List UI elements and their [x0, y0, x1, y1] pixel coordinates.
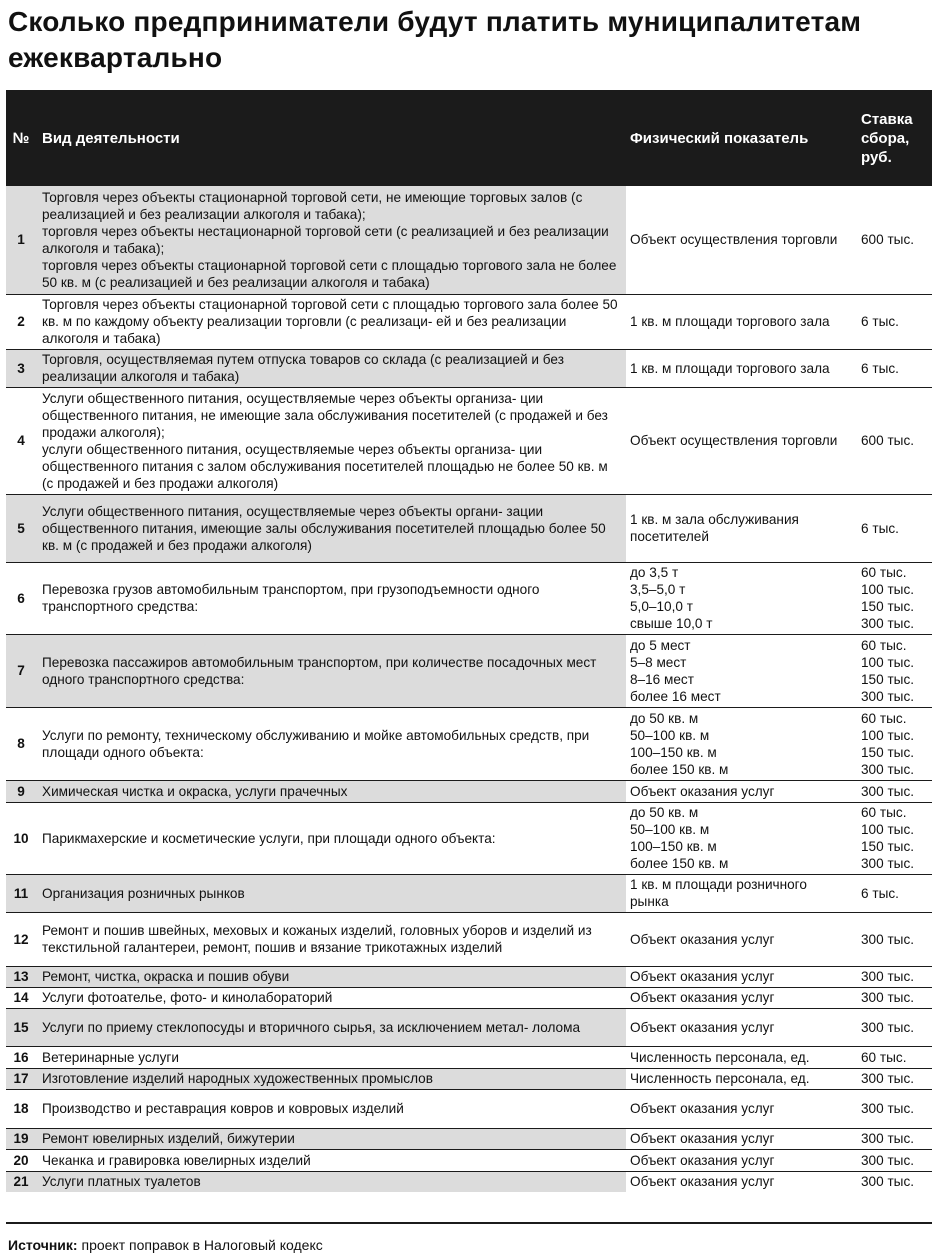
rate-text: 6 тыс. — [861, 360, 899, 376]
rate-cell — [851, 1171, 932, 1192]
rate-text: 300 тыс. — [861, 969, 915, 984]
rate-text: 60 тыс. — [861, 1049, 907, 1065]
row-number: 4 — [6, 387, 36, 494]
header-activity: Вид деятельности — [36, 90, 626, 186]
rate-text: 60 тыс. — [861, 710, 907, 726]
indicator-cell — [626, 349, 851, 387]
activity-text: Ветеринарные услуги — [42, 1049, 179, 1065]
table-row — [6, 1089, 932, 1128]
table-row — [6, 562, 932, 634]
rate-text: 6 тыс. — [861, 520, 899, 536]
rate-text: 100 тыс. — [861, 822, 915, 837]
indicator-text: Объект оказания услуг — [630, 1019, 775, 1035]
indicator-cell — [626, 1128, 851, 1149]
row-number: 14 — [6, 987, 36, 1008]
fees-table — [6, 90, 932, 1192]
indicator-cell — [626, 562, 851, 634]
indicator-cell — [626, 186, 851, 294]
indicator-cell — [626, 634, 851, 707]
table-row — [6, 1171, 932, 1192]
rate-cell — [851, 1149, 932, 1171]
indicator-cell — [626, 387, 851, 494]
rate-text: 300 тыс. — [861, 783, 915, 799]
activity-text: Организация розничных рынков — [42, 885, 245, 901]
indicator-text: 1 кв. м площади торгового зала — [630, 314, 830, 329]
rate-cell — [851, 387, 932, 494]
indicator-text: 1 кв. м площади розничного рынка — [630, 877, 807, 909]
rate-cell — [851, 802, 932, 874]
rate-text: 600 тыс. — [861, 232, 915, 248]
indicator-cell — [626, 294, 851, 349]
rate-cell — [851, 562, 932, 634]
row-number: 9 — [6, 780, 36, 802]
source-text: проект поправок в Налоговый кодекс — [77, 1237, 323, 1253]
activity-cell — [36, 1089, 626, 1128]
indicator-text: Объект оказания услуг — [630, 1131, 775, 1146]
indicator-text: 100–150 кв. м — [630, 744, 717, 760]
indicator-text: до 3,5 т — [630, 565, 679, 580]
table-row — [6, 387, 932, 494]
table-row — [6, 1068, 932, 1089]
activity-cell — [36, 987, 626, 1008]
rate-cell — [851, 966, 932, 987]
activity-text: Ремонт, чистка, окраска и пошив обуви — [42, 969, 290, 984]
indicator-text: Объект оказания услуг — [630, 1101, 775, 1116]
row-number: 13 — [6, 966, 36, 987]
activity-cell — [36, 387, 626, 494]
table-row — [6, 349, 932, 387]
activity-cell — [36, 1046, 626, 1068]
table-row — [6, 966, 932, 987]
row-number: 7 — [6, 634, 36, 707]
rate-cell — [851, 1046, 932, 1068]
indicator-text: до 50 кв. м — [630, 710, 699, 726]
rate-text: 600 тыс. — [861, 433, 915, 448]
row-number: 18 — [6, 1089, 36, 1128]
activity-cell — [36, 707, 626, 780]
indicator-text: 5,0–10,0 т — [630, 599, 693, 614]
table-row — [6, 780, 932, 802]
indicator-text: Объект оказания услуг — [630, 783, 775, 799]
indicator-text: до 50 кв. м — [630, 805, 699, 820]
table-row — [6, 987, 932, 1008]
row-number: 6 — [6, 562, 36, 634]
indicator-text: 50–100 кв. м — [630, 822, 710, 837]
indicator-text: Объект оказания услуг — [630, 969, 775, 984]
indicator-cell — [626, 874, 851, 912]
rate-cell — [851, 634, 932, 707]
table-row — [6, 634, 932, 707]
indicator-cell — [626, 1008, 851, 1046]
rate-text: 150 тыс. — [861, 744, 915, 760]
rate-text: 150 тыс. — [861, 839, 915, 854]
indicator-text: более 150 кв. м — [630, 761, 729, 777]
indicator-cell — [626, 780, 851, 802]
table-body — [6, 186, 932, 1192]
activity-text: Услуги фотоателье, фото- и кинолабораторий — [42, 990, 333, 1005]
row-number: 21 — [6, 1171, 36, 1192]
indicator-text: Объект оказания услуг — [630, 1174, 775, 1190]
table-row — [6, 707, 932, 780]
activity-text: Услуги платных туалетов — [42, 1174, 201, 1190]
row-number: 15 — [6, 1008, 36, 1046]
activity-text: Изготовление изделий народных художественных промыслов — [42, 1071, 433, 1086]
rate-text: 300 тыс. — [861, 856, 915, 871]
source-note — [8, 1236, 323, 1254]
rate-text: 300 тыс. — [861, 1152, 915, 1168]
activity-cell — [36, 1128, 626, 1149]
indicator-text: 8–16 мест — [630, 671, 694, 687]
indicator-cell — [626, 987, 851, 1008]
indicator-text: Численность персонала, ед. — [630, 1049, 810, 1065]
rate-cell — [851, 912, 932, 966]
rate-cell — [851, 1068, 932, 1089]
rate-text: 6 тыс. — [861, 885, 899, 901]
rate-text: 100 тыс. — [861, 582, 915, 597]
rate-text: 300 тыс. — [861, 931, 915, 947]
rate-text: 300 тыс. — [861, 1101, 915, 1116]
activity-text: Услуги общественного питания, осуществляемые через объекты органи- зации общественного питания, имеющие залы обслуживания посетителей площадью более 50 кв. м (с продажей и без продажи алкоголя) — [42, 503, 606, 553]
table-row — [6, 802, 932, 874]
activity-text: Чеканка и гравировка ювелирных изделий — [42, 1152, 311, 1168]
indicator-cell — [626, 802, 851, 874]
rate-cell — [851, 1008, 932, 1046]
row-number: 17 — [6, 1068, 36, 1089]
table-row — [6, 1128, 932, 1149]
indicator-text: более 150 кв. м — [630, 856, 729, 871]
activity-cell — [36, 349, 626, 387]
row-number: 11 — [6, 874, 36, 912]
rate-text: 60 тыс. — [861, 805, 907, 820]
row-number: 19 — [6, 1128, 36, 1149]
indicator-text: 50–100 кв. м — [630, 727, 710, 743]
activity-cell — [36, 780, 626, 802]
row-number: 8 — [6, 707, 36, 780]
activity-text: Перевозка грузов автомобильным транспортом, при грузоподъемности одного транспортного средства: — [42, 582, 540, 614]
rate-cell — [851, 349, 932, 387]
activity-cell — [36, 1068, 626, 1089]
rate-text: 60 тыс. — [861, 637, 907, 653]
activity-cell — [36, 912, 626, 966]
rate-text: 300 тыс. — [861, 1174, 915, 1190]
rate-text: 300 тыс. — [861, 1019, 915, 1035]
source-label: Источник: — [8, 1237, 78, 1253]
activity-cell — [36, 802, 626, 874]
indicator-text: до 5 мест — [630, 637, 691, 653]
table-row — [6, 1046, 932, 1068]
rate-cell — [851, 1128, 932, 1149]
table-row — [6, 874, 932, 912]
rate-text: 100 тыс. — [861, 727, 915, 743]
rate-cell — [851, 1089, 932, 1128]
table-row — [6, 1008, 932, 1046]
activity-text: услуги общественного питания, осуществляемые через объекты организа- ции общественного питания с залом обслуживания посетителей площадью не более 50 кв. м (с продажей и без продажи алкоголя) — [42, 441, 608, 491]
indicator-text: 1 кв. м зала обслуживания посетителей — [630, 512, 799, 544]
rate-cell — [851, 186, 932, 294]
activity-text: Ремонт и пошив швейных, меховых и кожаных изделий, головных уборов и изделий из текстильной галантереи, ремонт, пошив и вязание трикотажных изделий — [42, 923, 592, 955]
activity-cell — [36, 966, 626, 987]
rate-cell — [851, 494, 932, 562]
activity-text: Ремонт ювелирных изделий, бижутерии — [42, 1131, 295, 1146]
row-number: 5 — [6, 494, 36, 562]
rate-cell — [851, 874, 932, 912]
page-title: Сколько предприниматели будут платить муниципалитетам ежеквартально — [8, 6, 862, 73]
rate-text: 300 тыс. — [861, 616, 915, 631]
activity-cell — [36, 1149, 626, 1171]
rate-cell — [851, 707, 932, 780]
activity-text: Услуги по приему стеклопосуды и вторичного сырья, за исключением метал- лолома — [42, 1019, 581, 1035]
row-number: 20 — [6, 1149, 36, 1171]
indicator-text: Объект оказания услуг — [630, 1152, 775, 1168]
indicator-text: Объект осуществления торговли — [630, 232, 838, 248]
indicator-cell — [626, 1068, 851, 1089]
indicator-text: 3,5–5,0 т — [630, 582, 686, 597]
rate-text: 60 тыс. — [861, 565, 907, 580]
activity-text: Торговля, осуществляемая путем отпуска товаров со склада (с реализацией и без реализации алкоголя и табака) — [42, 352, 564, 384]
header-num: № — [6, 90, 36, 186]
table-row — [6, 494, 932, 562]
indicator-text: более 16 мест — [630, 688, 721, 704]
indicator-text: Объект осуществления торговли — [630, 433, 838, 448]
activity-text: Перевозка пассажиров автомобильным транспортом, при количестве посадочных мест одного транспортного средства: — [42, 654, 597, 687]
header-indicator: Физический показатель — [626, 90, 851, 186]
rate-cell — [851, 780, 932, 802]
activity-cell — [36, 874, 626, 912]
indicator-text: Объект оказания услуг — [630, 931, 775, 947]
row-number: 16 — [6, 1046, 36, 1068]
activity-cell — [36, 634, 626, 707]
rate-text: 300 тыс. — [861, 1071, 915, 1086]
indicator-cell — [626, 1089, 851, 1128]
row-number: 2 — [6, 294, 36, 349]
indicator-text: свыше 10,0 т — [630, 616, 713, 631]
rate-text: 300 тыс. — [861, 688, 915, 704]
header-rate: Ставка сбора, руб. — [851, 90, 932, 186]
activity-text: Услуги общественного питания, осуществляемые через объекты организа- ции общественного питания, не имеющие зала обслуживания посетителей (с продажей и без продажи алкоголя); — [42, 390, 608, 440]
table-row — [6, 294, 932, 349]
footer-divider — [6, 1222, 932, 1224]
activity-cell — [36, 294, 626, 349]
activity-text: Торговля через объекты стационарной торговой сети, не имеющие торговых залов (с реализацией и без реализации алкоголя и табака); — [42, 189, 583, 222]
indicator-cell — [626, 494, 851, 562]
row-number: 12 — [6, 912, 36, 966]
indicator-text: 5–8 мест — [630, 654, 687, 670]
rate-text: 300 тыс. — [861, 761, 915, 777]
activity-cell — [36, 494, 626, 562]
activity-text: торговля через объекты нестационарной торговой сети (с реализацией и без реализации алкоголя и табака); — [42, 223, 609, 256]
activity-text: Химическая чистка и окраска, услуги прачечных — [42, 783, 348, 799]
rate-text: 300 тыс. — [861, 990, 915, 1005]
rate-cell — [851, 987, 932, 1008]
indicator-text: 100–150 кв. м — [630, 839, 717, 854]
indicator-cell — [626, 1046, 851, 1068]
table-row — [6, 912, 932, 966]
activity-cell — [36, 562, 626, 634]
activity-text: Производство и реставрация ковров и ковровых изделий — [42, 1101, 404, 1116]
rate-text: 150 тыс. — [861, 599, 915, 614]
row-number: 3 — [6, 349, 36, 387]
rate-text: 100 тыс. — [861, 654, 915, 670]
activity-cell — [36, 1171, 626, 1192]
indicator-cell — [626, 1171, 851, 1192]
row-number: 10 — [6, 802, 36, 874]
indicator-text: Численность персонала, ед. — [630, 1071, 810, 1086]
activity-cell — [36, 1008, 626, 1046]
table-row — [6, 186, 932, 294]
indicator-cell — [626, 912, 851, 966]
table-header-row — [6, 90, 932, 186]
indicator-cell — [626, 966, 851, 987]
row-number: 1 — [6, 186, 36, 294]
activity-text: торговля через объекты стационарной торговой сети с площадью торгового зала не более 50 кв. м (с реализацией и без реализации алкоголя и табака) — [42, 257, 617, 290]
activity-text: Торговля через объекты стационарной торговой сети с площадью торгового зала более 50 кв. м по каждому объекту реализации торговли (с реализаци- ей и без реализации алкоголя и табака) — [42, 297, 618, 346]
indicator-text: Объект оказания услуг — [630, 990, 775, 1005]
activity-text: Парикмахерские и косметические услуги, при площади одного объекта: — [42, 830, 496, 846]
table-row — [6, 1149, 932, 1171]
rate-text: 150 тыс. — [861, 671, 915, 687]
activity-text: Услуги по ремонту, техническому обслуживанию и мойке автомобильных средств, при площади одного объекта: — [42, 727, 590, 760]
indicator-cell — [626, 1149, 851, 1171]
rate-text: 6 тыс. — [861, 314, 899, 329]
rate-cell — [851, 294, 932, 349]
indicator-cell — [626, 707, 851, 780]
indicator-text: 1 кв. м площади торгового зала — [630, 360, 830, 376]
rate-text: 300 тыс. — [861, 1131, 915, 1146]
activity-cell — [36, 186, 626, 294]
